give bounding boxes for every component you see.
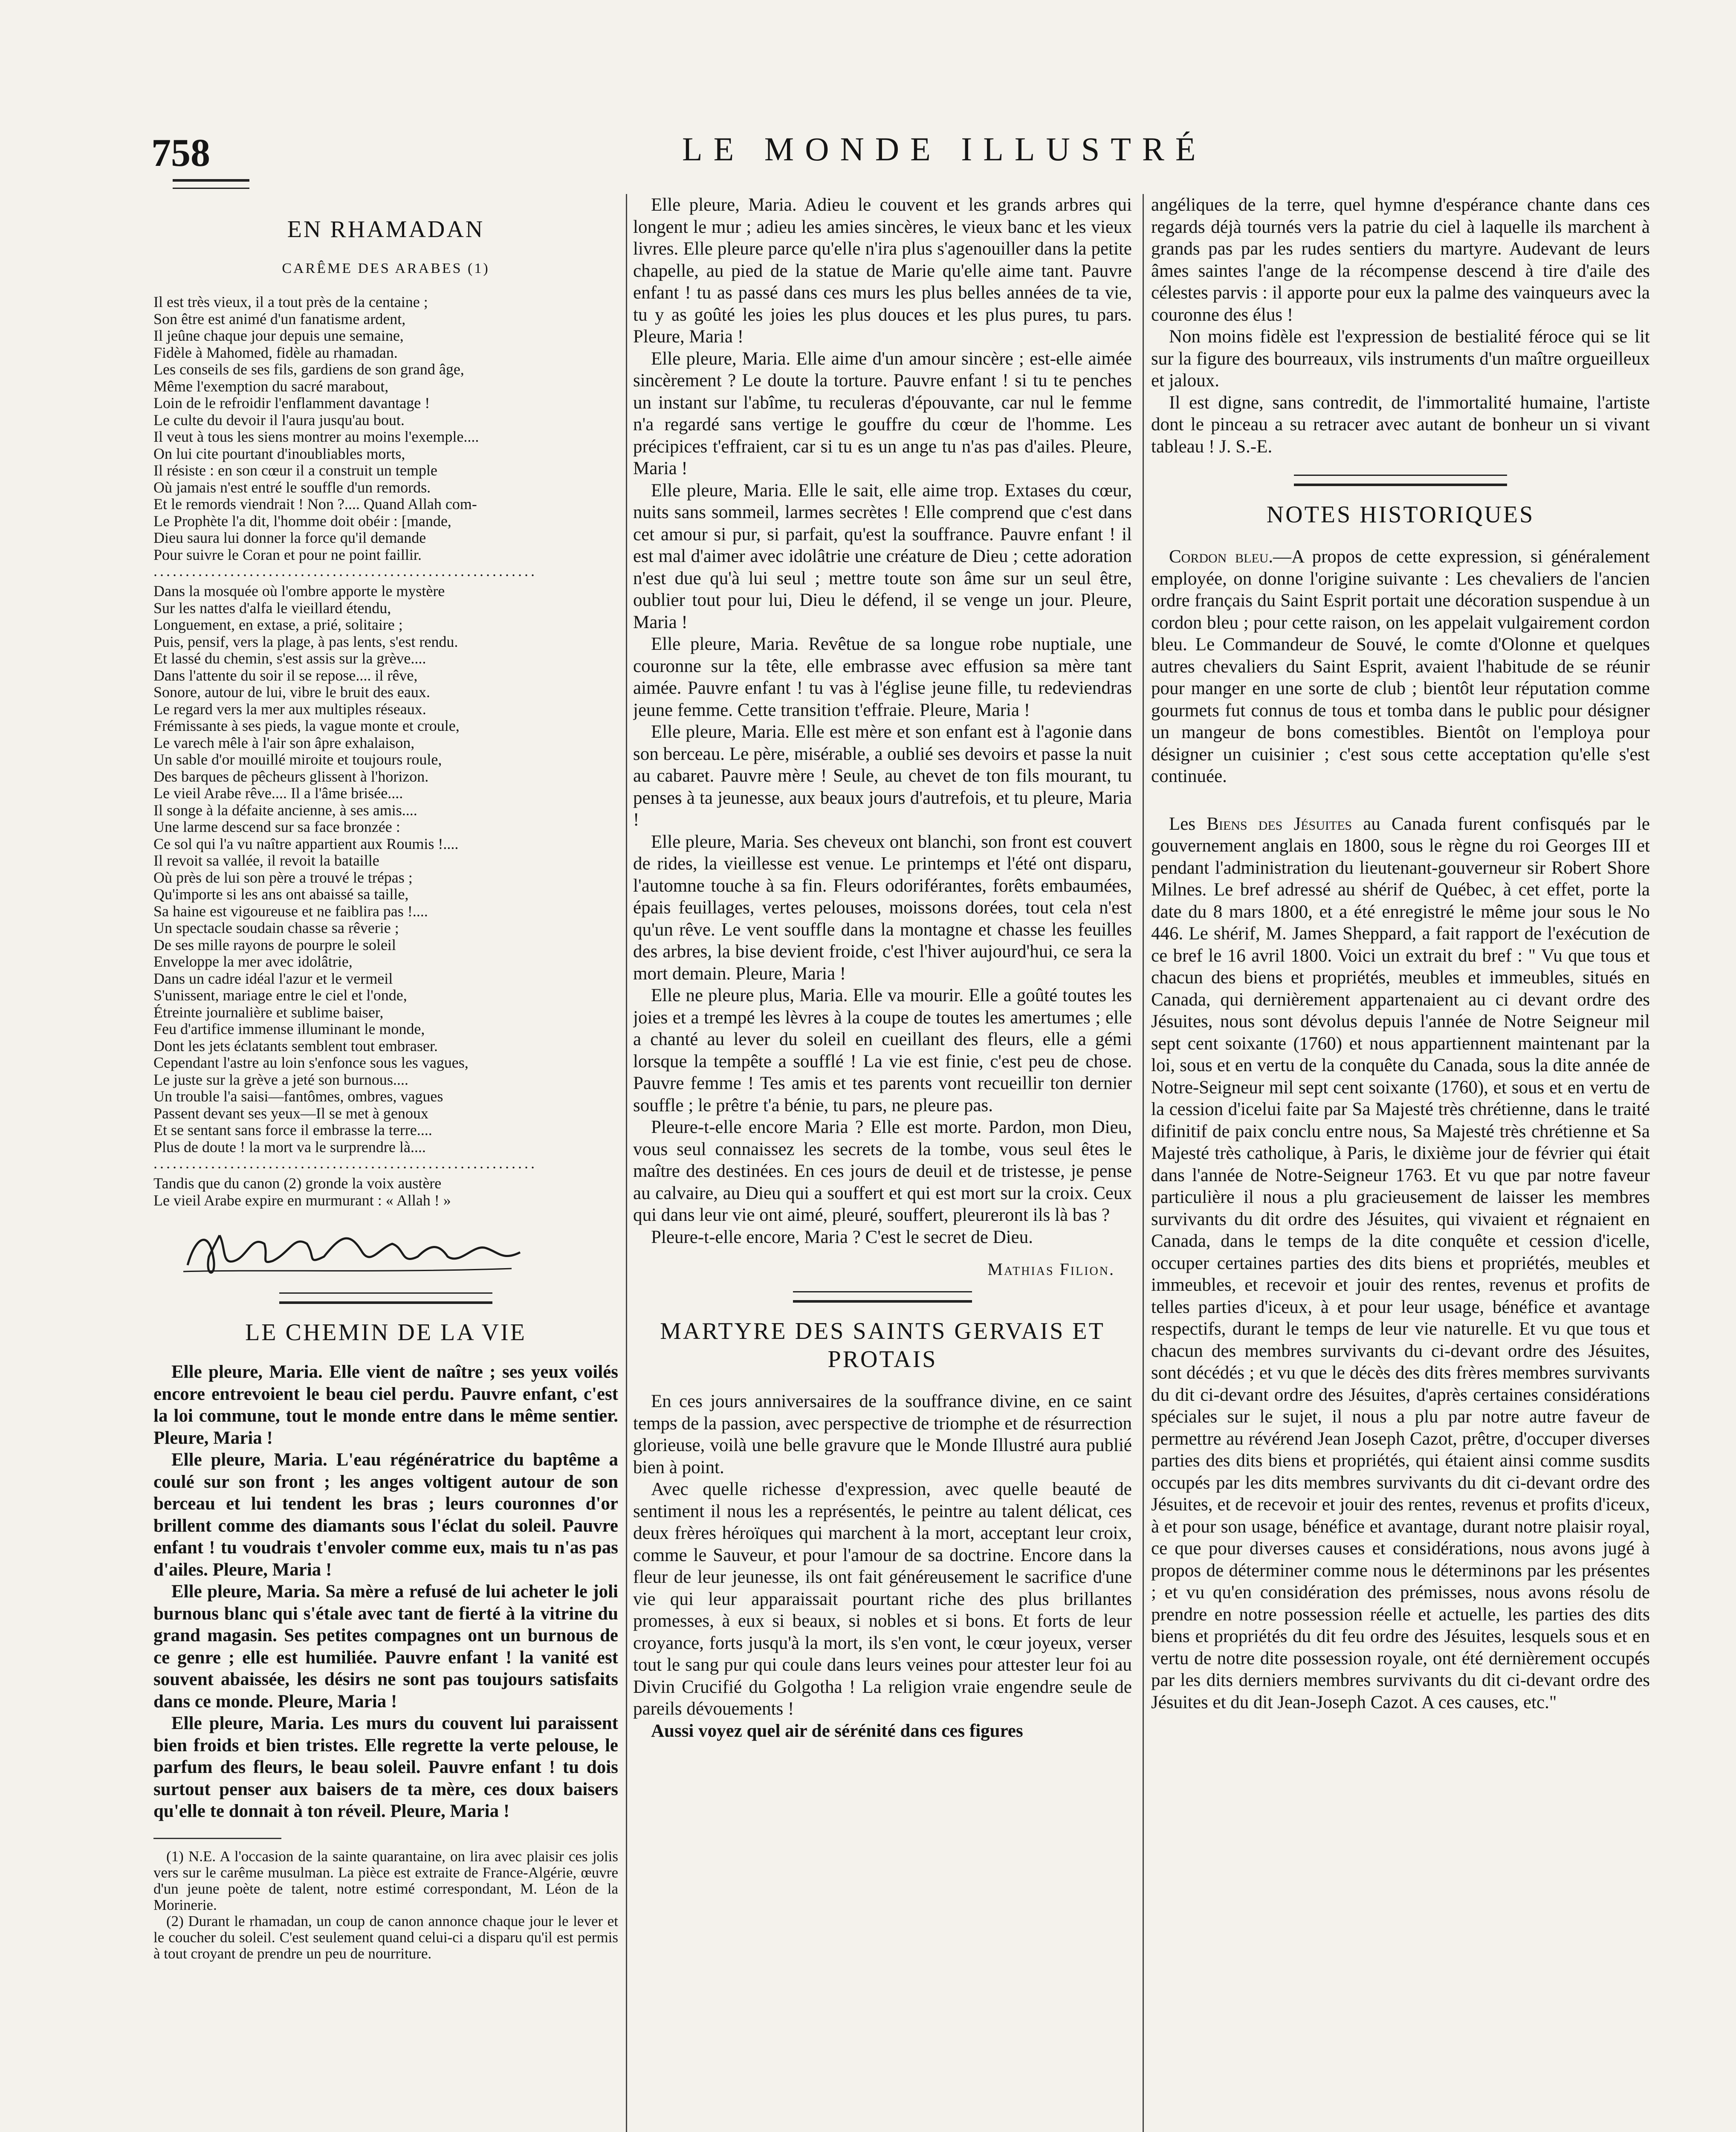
verse-line: Le regard vers la mer aux multiples réseaux.: [153, 700, 426, 718]
verse-line: Dans un cadre idéal l'azur et le vermeil: [153, 970, 393, 987]
entry-heading: Cordon bleu.: [1169, 547, 1273, 567]
verse-line: Longuement, en extase, a prié, solitaire ;: [153, 616, 403, 633]
article-notes-historiques: [1151, 546, 1650, 1713]
header-ornament: [173, 179, 249, 189]
verse-line: Plus de doute ! la mort va le surprendre là....: [153, 1138, 426, 1156]
article-chemin-de-la-vie-continued: [633, 194, 1132, 1248]
verse-line: Où jamais n'est entré le souffle d'un remords.: [153, 478, 431, 496]
entry-heading: Biens des Jésuites: [1207, 814, 1352, 834]
verse-line: Étreinte journalière et sublime baiser,: [153, 1003, 384, 1021]
verse-line: On lui cite pourtant d'inoubliables morts,: [153, 445, 405, 462]
verse-line: Enveloppe la mer avec idolâtrie,: [153, 953, 353, 970]
footnote-rule: [153, 1838, 281, 1839]
author-signature: [179, 1218, 529, 1282]
verse-line: Passent devant ses yeux—Il se met à genoux: [153, 1104, 428, 1122]
verse-line: Où près de lui son père a trouvé le trépas ;: [153, 869, 413, 886]
paragraph: Elle pleure, Maria. Sa mère a refusé de lui acheter le joli burnous blanc qui s'étale avec tant de fierté à la vitrine du grand magasin. Ses petites compagnes ont un burnous de ce genre ; elle est humiliée. Pauvre enfant ! la vanité est souvent abaissée, les désirs ne sont pas toujours satisfaits dans ce monde. Pleure, Maria !: [153, 1582, 618, 1712]
page-number: 758: [151, 131, 210, 174]
verse-line: Qu'importe si les ans ont abaissé sa taille,: [153, 886, 409, 903]
paragraph: Aussi voyez quel air de sérénité dans ces figures: [651, 1721, 1023, 1741]
verse-line: Il revoit sa vallée, il revoit la bataille: [153, 852, 379, 869]
verse-line: Dont les jets éclatants semblent tout embraser.: [153, 1037, 438, 1054]
verse-line: Même l'exemption du sacré marabout,: [153, 377, 389, 395]
verse-line: Les conseils de ses fils, gardiens de son grand âge,: [153, 361, 464, 378]
verse-line: Le juste sur la grève a jeté son burnous....: [153, 1071, 408, 1088]
paragraph: Elle pleure, Maria. Les murs du couvent lui paraissent bien froids et bien tristes. Elle regrette la verte pelouse, le parfum des fleurs, le beau soleil. Pauvre enfant ! tu dois surtout penser aux baisers de ta mère, ces doux baisers qu'elle te donnait à ton réveil. Pleure, Maria !: [153, 1713, 618, 1821]
verse-line: Cependant l'astre au loin s'enfonce sous les vagues,: [153, 1054, 469, 1071]
column-1: [153, 194, 618, 2132]
section-title: LE CHEMIN DE LA VIE: [245, 1319, 527, 1346]
verse-line: Loin de le refroidir l'enflamment davantage !: [153, 394, 430, 411]
verse-line: S'unissent, mariage entre le ciel et l'onde,: [153, 987, 407, 1004]
paragraph: Elle ne pleure plus, Maria. Elle va mourir. Elle a goûté toutes les joies et a trempé les lèvres à la coupe de toutes les amertumes ; elle a chanté au lever du soleil en cueillant des fleurs, elle a gémi lorsque la tempête a soufflé ! La vie est finie, c'est peu de chose. Pauvre femme ! Tes amis et tes parents vont recueillir ton dernier souffle ; le prêtre t'a bénie, tu pars, ne pleure pas.: [633, 985, 1132, 1115]
poem-stanza-1: [153, 294, 618, 563]
footnote: (2) Durant le rhamadan, un coup de canon annonce chaque jour le lever et le coucher du soleil. C'est seulement quand celui-ci a disparu qu'il est permis à tout croyant de prendre un peu de nourriture.: [153, 1912, 618, 1962]
paragraph: Elle pleure, Maria. Elle est mère et son enfant est à l'agonie dans son berceau. Le père, misérable, a oublié ses devoirs et passe la nuit au cabaret. Pauvre mère ! Seule, au chevet de ton fils mourant, tu penses à ta jeunesse, aux beaux jours d'autrefois, et tu pleure, Maria !: [633, 722, 1132, 830]
verse-line: Son être est animé d'un fanatisme ardent,: [153, 310, 406, 327]
verse-line: Et le remords viendrait ! Non ?.... Quand Allah com-: [153, 495, 477, 513]
verse-line: Il est très vieux, il a tout près de la centaine ;: [153, 293, 428, 310]
verse-line: Ce sol qui l'a vu naître appartient aux Roumis !....: [153, 835, 459, 852]
verse-line: Pour suivre le Coran et pour ne point faillir.: [153, 546, 422, 563]
paragraph: Elle pleure, Maria. L'eau régénératrice du baptême a coulé sur son front ; les anges voltigent autour de son berceau et lui tendent les bras ; leurs couronnes d'or brillent comme des diamants sous l'éclat du soleil. Pauvre enfant ! tu voudrais t'envoler comme eux, mais tu n'as pas d'ailes. Pleure, Maria !: [153, 1450, 618, 1580]
section-title: NOTES HISTORIQUES: [1266, 501, 1535, 528]
verse-line: Dans l'attente du soir il se repose.... il rêve,: [153, 666, 418, 684]
verse-line: Frémissante à ses pieds, la vague monte et croule,: [153, 717, 460, 734]
footnotes: [153, 1848, 618, 1962]
verse-line: Il jeûne chaque jour depuis une semaine,: [153, 327, 404, 344]
poem-stanza-3: [153, 1175, 618, 1209]
paragraph: [1151, 546, 1650, 788]
paragraph: Pleure-t-elle encore Maria ? Elle est morte. Pardon, mon Dieu, vous seul connaissez les secrets de la tombe, vous seul êtes le maître des destinées. En ces jours de deuil et de tristesse, je pense au calvaire, au Dieu qui a souffert et qui est mort sur la croix. Ceux qui dans leur vie ont aimé, pleuré, souffert, pleureront ils là bas ?: [633, 1117, 1132, 1225]
dotted-separator: ............................................................: [153, 562, 537, 579]
paragraph: Il est digne, sans contredit, de l'immortalité humaine, l'artiste dont le pinceau a su retracer avec autant de bonheur un si vivant tableau ! J. S.-E.: [1151, 392, 1650, 457]
section-divider: [1294, 475, 1507, 486]
section-title: MARTYRE DES SAINTS GERVAIS ET PROTAIS: [660, 1318, 1105, 1373]
footnote: (1) N.E. A l'occasion de la sainte quarantaine, on lira avec plaisir ces jolis vers sur le carême musulman. La pièce est extraite de France-Algérie, œuvre d'un jeune poète de talent, notre estimé correspondant, M. Léon de la Morinerie.: [153, 1848, 618, 1913]
entry-text: —A propos de cette expression, si généralement employée, on donne l'origine suivante : Les chevaliers de l'ancien ordre français du Saint Esprit portait une décoration suspendue à un cordon bleu ; pour cette raison, on les appelait vulgairement cordon bleu. Le Commandeur de Souvé, le comte d'Olonne et quelques autres chevaliers du Saint Esprit, avaient l'habitude de se réunir pour manger en une sorte de club ; bientôt leur réputation comme gourmets fut connus de tous et tomba dans le public pour désigner un mangeur de bons comestibles. Bientôt on l'employa pour désigner un cuisinier ; c'est sous cette acceptation qu'elle s'est continuée.: [1151, 547, 1650, 786]
verse-line: Le vieil Arabe expire en murmurant : « Allah ! »: [153, 1191, 451, 1209]
verse-line: Et se sentant sans force il embrasse la terre....: [153, 1121, 432, 1138]
verse-line: Fidèle à Mahomed, fidèle au rhamadan.: [153, 344, 398, 361]
entry-text: au Canada furent confisqués par le gouvernement anglais en 1800, sous le règne du roi Georges III et pendant l'administration du lieutenant-gouverneur sir Robert Shore Milnes. Le bref adressé au shérif de Québec, à cet effet, porte la date du 8 mars 1800, et a été enregistré le même jour sous le No 446. Le shérif, M. James Sheppard, a fait rapport de l'exécution de ce bref le 16 avril 1800. Voici un extrait du bref : " Vu que tous et chacun des biens et propriétés, meubles et immeubles, situés en Canada, qui dernièrement appartenaient au ci devant ordre des Jésuites, nous sont dévolus depuis l'année de Notre Seigneur mil sept cent soixante (1760) et nous appartiennent maintenant par la loi, sous et en vertu de la conquête du Canada, sous la dite année de Notre-Seigneur mil sept cent soixante (1760), et sous et en vertu de la cession d'icelui faite par Sa Majesté très chrétienne, dans le traité difinitif de paix conclu entre nous, Sa Majesté très chrétienne et Sa Majesté très catholique, à Paris, le dixième jour de février qui était dans l'année de Notre-Seigneur 1763. Et vu que par notre faveur particulière il nous a plu gracieusement de laisser les membres survivants du dit ordre des Jésuites, qui vivaient et régnaient en Canada, dans le temps de la dite conquête et cession d'icelle, occuper certaines parties des dits biens et propriétés, meubles et immeubles, et recevoir et jouir des rentes, revenus et profits de telles parties d'iceux, à et pour leur usage, bénéfice et avantage respectifs, durant le temps de leur vie naturelle. Et vu que tous et chacun des membres survivants du ci-devant ordre des Jésuites, sont décédés ; et vu que le décès des dits frères membres survivants du dit ci-devant ordre des Jésuites, d'après certaines considérations spéciales sur le sujet, il nous a plu par notre autre faveur de permettre au révérend Jean Joseph Cazot, prêtre, d'occuper diverses parties des dits biens et propriétés, qui étaient ainsi comme susdits occupés par les dits membres survivants du dit ci-devant ordre des Jésuites, et de recevoir et jouir des rentes, revenus et profits d'iceux, à et pour son usage, bénéfice et avantage, durant notre plaisir royal, ce que pour diverses causes et considérations, nous avons jugé à propos de déterminer comme nous le déterminons par les présentes ; et vu qu'en considération des prémisses, nous avons résolu de prendre en notre possession réelle et actuelle, les parties des dits biens et propriétés du dit feu ordre des Jésuites, lesquels sous et en vertu de notre dite possession royale, ont été dernièrement occupés par les dits derniers membres survivants du dit ci-devant ordre des Jésuites et du dit Jean-Joseph Cazot. A ces causes, etc.": [1151, 814, 1650, 1712]
column-2: [633, 194, 1132, 2132]
paragraph: Pleure-t-elle encore, Maria ? C'est le secret de Dieu.: [651, 1227, 1033, 1247]
paragraph: [1151, 813, 1650, 1714]
article-author: Mathias Filion.: [987, 1260, 1115, 1279]
verse-line: Il songe à la défaite ancienne, à ses amis....: [153, 801, 417, 819]
verse-line: Un sable d'or mouillé miroite et toujours roule,: [153, 751, 442, 768]
verse-line: Le varech mêle à l'air son âpre exhalaison,: [153, 734, 415, 751]
verse-line: Tandis que du canon (2) gronde la voix austère: [153, 1175, 442, 1192]
verse-line: Le Prophète l'a dit, l'homme doit obéir : [mande,: [153, 512, 451, 530]
poem-stanza-2: [153, 583, 618, 1156]
paragraph: Elle pleure, Maria. Elle aime d'un amour sincère ; est-elle aimée sincèrement ? Le doute la torture. Pauvre enfant ! si tu te penches un instant sur l'abîme, tu reculeras d'épouvante, car nul le femme n'a regardé sans vertige le gouffre du cœur de l'homme. Les précipices t'effraient, car si tu es un ange tu n'as pas d'ailes. Pleure, Maria !: [633, 348, 1132, 478]
verse-line: Le culte du devoir il l'aura jusqu'au bout.: [153, 411, 405, 429]
paragraph: Elle pleure, Maria. Elle le sait, elle aime trop. Extases du cœur, nuits sans sommeil, larmes secrètes ! Elle comprend que c'est dans cet amour si pur, si parfait, qu'est la souffrance. Pauvre enfant ! il est mal d'aimer avec idolâtrie une créature de Dieu ; cette adoration n'est due qu'à lui seul ; mettre toute son âme sur un seul être, oublier tout pour lui, Dieu le défend, il se venge un jour. Pleure, Maria !: [633, 480, 1132, 632]
paragraph: En ces jours anniversaires de la souffrance divine, en ce saint temps de la passion, avec perspective de triomphe et de résurrection glorieuse, voilà une belle gravure que le Monde Illustré aura publié bien à point.: [633, 1391, 1132, 1477]
verse-line: Le vieil Arabe rêve.... Il a l'âme brisée....: [153, 785, 403, 802]
verse-line: Il veut à tous les siens montrer au moins l'exemple....: [153, 428, 479, 445]
paragraph: Avec quelle richesse d'expression, avec quelle beauté de sentiment il nous les a représentés, le peintre au talent délicat, ces deux frères héroïques qui marchent à la mort, acceptant leur croix, comme le Sauveur, et pour l'amour de sa doctrine. Encore dans la fleur de leur jeunesse, ils ont fait généreusement le sacrifice d'une vie qui leur apparaissait pourtant riche des plus brillantes promesses, à eux si beaux, si nobles et si bons. Et forts de leur croyance, forts jusqu'à la mort, ils s'en vont, le cœur joyeux, verser tout le sang pur qui coule dans leurs veines pour attester leur foi au Divin Crucifié du Golgotha ! La religion vraie engendre seule de pareils dévouements !: [633, 1479, 1132, 1719]
dotted-separator: ............................................................: [153, 1155, 537, 1172]
verse-line: Des barques de pêcheurs glissent à l'horizon.: [153, 768, 429, 785]
entry-text: Les: [1169, 814, 1207, 834]
column-separator: [1143, 194, 1144, 2132]
verse-line: Il résiste : en son cœur il a construit un temple: [153, 462, 437, 479]
verse-line: Un spectacle soudain chasse sa rêverie ;: [153, 919, 399, 936]
article-martyre-continued: [1151, 194, 1650, 458]
column-3: [1151, 194, 1650, 2132]
section-divider: [793, 1291, 972, 1303]
verse-line: Sur les nattes d'alfa le vieillard étendu,: [153, 599, 391, 617]
verse-line: Sa haine est vigoureuse et ne faiblira pas !....: [153, 902, 428, 920]
paragraph: angéliques de la terre, quel hymne d'espérance chante dans ces regards déjà tournés vers la patrie du ciel à laquelle ils marchent à grands pas par les rudes sentiers du martyre. Audevant de leurs âmes saintes l'ange de la récompense descend à tire d'aile des célestes parvis : il apporte pour eux la palme des vainqueurs avec la couronne des élus !: [1151, 195, 1650, 325]
verse-line: Dieu saura lui donner la force qu'il demande: [153, 529, 426, 546]
poem-subtitle: CARÊME DES ARABES (1): [282, 261, 490, 276]
article-martyre: [633, 1390, 1132, 1742]
verse-line: Sonore, autour de lui, vibre le bruit des eaux.: [153, 684, 430, 701]
paragraph: Elle pleure, Maria. Elle vient de naître ; ses yeux voilés encore entrevoient le beau ciel perdu. Pauvre enfant, c'est la loi commune, tout le monde entre dans le même sentier. Pleure, Maria !: [153, 1362, 618, 1448]
journal-masthead: LE MONDE ILLUSTRÉ: [682, 130, 1207, 168]
section-divider: [279, 1292, 492, 1304]
column-separator: [626, 194, 627, 2132]
verse-line: Dans la mosquée où l'ombre apporte le mystère: [153, 582, 445, 600]
verse-line: Un trouble l'a saisi—fantômes, ombres, vagues: [153, 1088, 443, 1105]
paragraph: Non moins fidèle est l'expression de bestialité féroce qui se lit sur la figure des bourreaux, vils instruments d'un maître orgueilleux et jaloux.: [1151, 327, 1650, 391]
verse-line: Puis, pensif, vers la plage, à pas lents, s'est rendu.: [153, 633, 458, 650]
verse-line: De ses mille rayons de pourpre le soleil: [153, 936, 396, 953]
article-chemin-de-la-vie: [153, 1361, 618, 1822]
paragraph: Elle pleure, Maria. Revêtue de sa longue robe nuptiale, une couronne sur la tête, elle embrasse avec effusion sa mère tant aimée. Pauvre enfant ! tu vas à l'église jeune fille, tu redeviendras jeune femme. Cette transition t'effraie. Pleure, Maria !: [633, 634, 1132, 720]
paragraph: Elle pleure, Maria. Ses cheveux ont blanchi, son front est couvert de rides, la vieillesse est venue. Le printemps et l'été ont disparu, l'automne touche à sa fin. Fleurs odoriférantes, forêts embaumées, épais feuillages, vertes pelouses, moissons dorées, tout cela n'est qu'un rêve. Le vent souffle dans la montagne et chasse les feuilles des arbres, la bise devient froide, c'est l'hiver aujourd'hui, ce sera la mort demain. Pleure, Maria !: [633, 831, 1132, 984]
verse-line: Et lassé du chemin, s'est assis sur la grève....: [153, 650, 426, 667]
paragraph: Elle pleure, Maria. Adieu le couvent et les grands arbres qui longent le mur ; adieu les amies sincères, le vieux banc et les vieux livres. Elle pleure parce qu'elle n'ira plus s'agenouiller dans la petite chapelle, au pied de la statue de Marie qu'elle aime tant. Pauvre enfant ! tu as passé dans ces murs les plus belles années de ta vie, tu y as goûté les joies les plus douces et les plus pures, tu pars. Pleure, Maria !: [633, 195, 1132, 347]
verse-line: Feu d'artifice immense illuminant le monde,: [153, 1020, 425, 1037]
verse-line: Une larme descend sur sa face bronzée :: [153, 818, 400, 835]
poem-title: EN RHAMADAN: [287, 216, 485, 243]
